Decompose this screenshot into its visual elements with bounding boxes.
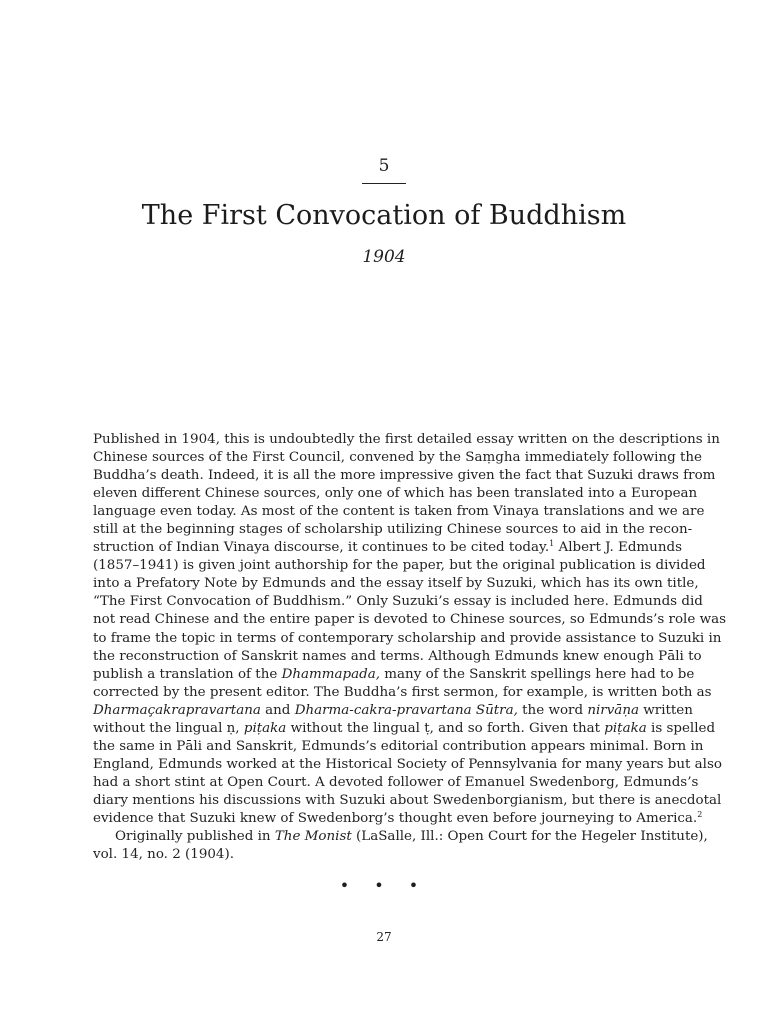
text-line: corrected by the present editor. The Buddha’s first sermon, for example, is written both as [93,684,712,700]
page-number: 27 [376,930,392,944]
italic-term: nirvāṇa [587,702,639,718]
text-line [93,666,695,684]
italic-term: piṭaka [604,720,647,736]
chapter-year: 1904 [362,247,406,267]
text-segment: evidence that Suzuki knew of Swedenborg’s thought even before journeying to America. [93,810,698,826]
text-segment: Albert J. Edmunds [554,540,682,556]
journal-title: The Monist [274,829,352,845]
text-line [93,702,693,720]
text-line: eleven different Chinese sources, only one of which has been translated into a European [93,486,698,502]
text-line: Published in 1904, this is undoubtedly the first detailed essay written on the descriptions in [93,432,720,447]
text-line [93,809,703,828]
italic-term: Dharmaçakrapravartana [93,702,261,718]
footnote-ref[interactable]: 1 [549,539,555,549]
text-line: “The First Convocation of Buddhism.” Only Suzuki’s essay is included here. Edmunds did [93,594,703,610]
text-line: had a short stint at Open Court. A devoted follower of Emanuel Swedenborg, Edmunds’s [93,774,699,790]
text-line: diary mentions his discussions with Suzuki about Swedenborgianism, but there is anecdotal [93,792,722,808]
text-segment: written [639,702,693,718]
text-line: language even today. As most of the content is taken from Vinaya translations and we are [93,504,705,520]
text-line: (1857–1941) is given joint authorship for the paper, but the original publication is divided [93,558,706,574]
text-segment: is spelled [646,720,716,736]
text-segment: without the lingual ṭ, and so forth. Given that [286,720,605,736]
italic-term: Dhammapada, [281,666,381,682]
text-line: not read Chinese and the entire paper is devoted to Chinese sources, so Edmunds’s role was [93,612,726,628]
chapter-title: The First Convocation of Buddhism [141,200,627,231]
text-line: Buddha’s death. Indeed, it is all the more impressive given the fact that Suzuki draws from [93,468,716,484]
text-line: into a Prefatory Note by Edmunds and the essay itself by Suzuki, which has its own title, [93,576,699,592]
chapter-rule [362,183,406,184]
footnote-ref[interactable]: 2 [697,809,703,819]
publication-note [93,828,708,846]
text-line: still at the beginning stages of scholarship utilizing Chinese sources to aid in the recon- [93,522,693,538]
text-segment: the word [517,702,588,718]
text-segment: and [260,702,295,718]
chapter-number: 5 [378,156,390,176]
publication-note-line: vol. 14, no. 2 (1904). [93,847,234,863]
section-separator: • • • [339,876,429,895]
text-line: Chinese sources of the First Council, convened by the Saṃgha immediately following the [93,450,703,466]
text-segment: struction of Indian Vinaya discourse, it continues to be cited today. [93,540,550,556]
text-line: to frame the topic in terms of contemporary scholarship and provide assistance to Suzuki in [93,630,722,646]
introduction-text [93,431,726,864]
text-line [93,720,716,738]
text-segment: Originally published in [115,829,275,845]
text-segment: many of the Sanskrit spellings here had to be [380,666,695,682]
text-line: England, Edmunds worked at the Historical Society of Pennsylvania for many years but also [93,756,722,772]
italic-term: piṭaka [243,720,287,736]
text-line: the same in Pāli and Sanskrit, Edmunds’s editorial contribution appears minimal. Born in [93,738,704,754]
text-line [93,539,682,557]
text-line: the reconstruction of Sanskrit names and terms. Although Edmunds knew enough Pāli to [93,648,702,664]
text-segment: publish a translation of the [93,666,278,682]
text-segment: without the lingual ṇ, [93,720,240,736]
italic-term: Dharma-cakra-pravartana Sūtra, [294,702,518,718]
text-segment: (LaSalle, Ill.: Open Court for the Hegeler Institute), [351,829,708,845]
